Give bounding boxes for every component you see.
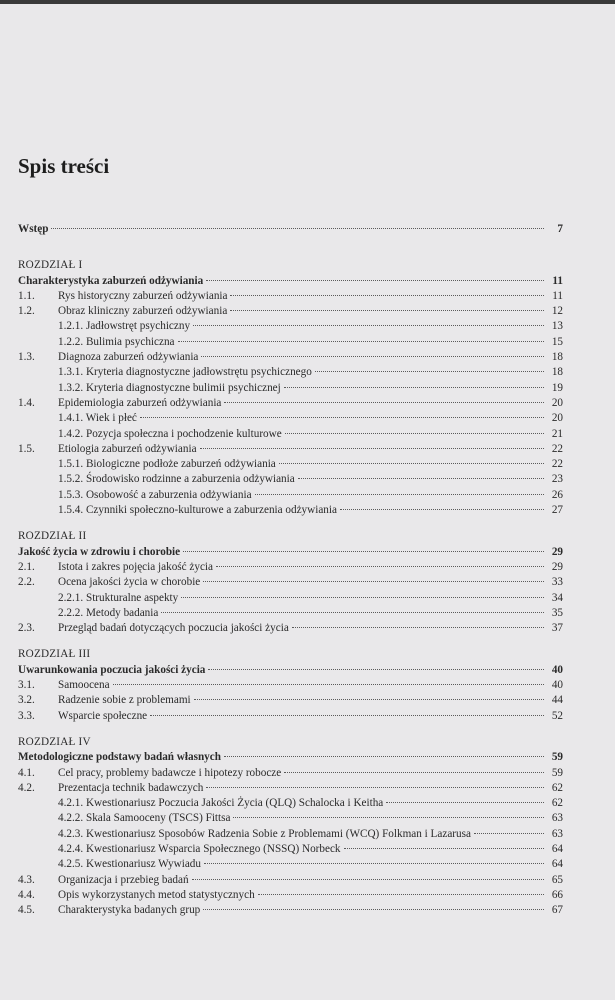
table-of-contents <box>18 222 563 918</box>
page-title: Spis treści <box>18 154 110 178</box>
toc-intro-row[interactable] <box>18 222 563 237</box>
toc-entry-row[interactable] <box>18 709 563 724</box>
entry-title: Istota i zakres pojęcia jakość życia <box>58 560 213 573</box>
leader-dots <box>183 542 544 552</box>
entry-page: 22 <box>551 458 563 471</box>
entry-page: 26 <box>551 488 563 501</box>
entry-number: 1.4. <box>18 396 35 409</box>
chapter-title: Jakość życia w zdrowiu i chorobie <box>18 545 181 558</box>
entry-page: 20 <box>551 396 563 409</box>
leader-dots <box>140 408 544 418</box>
leader-dots <box>474 824 544 834</box>
entry-title: Diagnoza zaburzeń odżywiania <box>58 351 199 364</box>
entry-page: 21 <box>551 427 563 440</box>
entry-page: 27 <box>551 504 563 517</box>
entry-page: 11 <box>552 289 563 302</box>
entry-page: 37 <box>551 622 563 635</box>
entry-number: 3.3. <box>18 709 35 722</box>
entry-page: 22 <box>551 442 563 455</box>
leader-dots <box>285 424 544 434</box>
leader-dots <box>230 286 544 296</box>
entry-title: 1.2.1. Jadłowstręt psychiczny <box>58 320 191 333</box>
entry-page: 66 <box>551 888 563 901</box>
entry-page: 23 <box>551 473 563 486</box>
entry-number: 3.1. <box>18 679 35 692</box>
leader-dots <box>193 316 544 326</box>
entry-page: 18 <box>551 366 563 379</box>
entry-title: 1.5.3. Osobowość a zaburzenia odżywiania <box>58 488 252 501</box>
entry-title: Opis wykorzystanych metod statystycznych <box>58 888 255 901</box>
entry-page: 40 <box>551 679 563 692</box>
entry-title: Cel pracy, problemy badawcze i hipotezy robocze <box>58 766 282 779</box>
entry-title: 1.5.4. Czynniki społeczno-kulturowe a zaburzenia odżywiania <box>58 504 337 517</box>
entry-page: 35 <box>551 606 563 619</box>
entry-number: 4.2. <box>18 781 35 794</box>
entry-title: 1.5.1. Biologiczne podłoże zaburzeń odżywiania <box>58 458 276 471</box>
entry-page: 52 <box>551 709 563 722</box>
entry-title: 1.3.2. Kryteria diagnostyczne bulimii psychicznej <box>58 381 281 394</box>
chapter-spacer <box>18 518 563 529</box>
entry-page: 18 <box>551 351 563 364</box>
entry-title: Radzenie sobie z problemami <box>58 694 191 707</box>
entry-page: 29 <box>551 560 563 573</box>
leader-dots <box>298 469 544 479</box>
chapter-page: 11 <box>552 274 563 287</box>
chapter-title: Metodologiczne podstawy badań własnych <box>18 751 221 764</box>
entry-number: 1.1. <box>18 289 35 302</box>
entry-page: 65 <box>551 873 563 886</box>
entry-title: Wsparcie społeczne <box>58 709 148 722</box>
entry-title: 1.3.1. Kryteria diagnostyczne jadłowstrętu psychicznego <box>58 366 312 379</box>
entry-title: 4.2.2. Skala Samooceny (TSCS) Fittsa <box>58 812 231 825</box>
entry-page: 62 <box>551 781 563 794</box>
leader-dots <box>150 706 544 716</box>
entry-title: Rys historyczny zaburzeń odżywiania <box>58 289 228 302</box>
entry-title: 2.2.1. Strukturalne aspekty <box>58 591 179 604</box>
scan-top-edge <box>0 0 615 4</box>
entry-page: 19 <box>551 381 563 394</box>
entry-number: 3.2. <box>18 694 35 707</box>
chapter-label: ROZDZIAŁ IV <box>18 735 91 748</box>
toc-entry-row[interactable] <box>18 503 563 518</box>
chapter-spacer <box>18 247 563 258</box>
entry-page: 64 <box>551 842 563 855</box>
leader-dots <box>258 885 544 895</box>
leader-dots <box>344 839 544 849</box>
entry-title: 1.2.2. Bulimia psychiczna <box>58 335 175 348</box>
entry-page: 64 <box>551 858 563 871</box>
entry-title: Ocena jakości życia w chorobie <box>58 576 201 589</box>
entry-title: Samoocena <box>58 679 110 692</box>
toc-intro-page: 7 <box>557 223 563 235</box>
entry-page: 62 <box>551 797 563 810</box>
chapter-label: ROZDZIAŁ III <box>18 648 91 661</box>
chapter-title: Uwarunkowania poczucia jakości życia <box>18 663 206 676</box>
entry-title: Epidemiologia zaburzeń odżywiania <box>58 396 222 409</box>
entry-page: 67 <box>551 904 563 917</box>
leader-dots <box>181 588 544 598</box>
entry-number: 2.1. <box>18 560 35 573</box>
chapter-label: ROZDZIAŁ I <box>18 259 83 272</box>
leader-dots <box>224 747 544 757</box>
leader-dots <box>279 454 544 464</box>
toc-entry-row[interactable] <box>18 621 563 636</box>
entry-title: 1.4.1. Wiek i płeć <box>58 412 137 425</box>
chapter-spacer <box>18 636 563 647</box>
leader-dots <box>204 854 544 864</box>
leader-dots <box>203 900 544 910</box>
entry-title: 4.2.1. Kwestionariusz Poczucia Jakości Życia (QLQ) Schalocka i Keitha <box>58 797 384 810</box>
chapter-spacer <box>18 724 563 735</box>
entry-number: 1.3. <box>18 351 35 364</box>
entry-page: 59 <box>551 766 563 779</box>
entry-title: 4.2.3. Kwestionariusz Sposobów Radzenia Sobie z Problemami (WCQ) Folkman i Lazarusa <box>58 827 471 840</box>
leader-dots <box>200 439 544 449</box>
leader-dots <box>315 362 544 372</box>
leader-dots <box>201 347 544 357</box>
entry-number: 1.2. <box>18 305 35 318</box>
chapter-title: Charakterystyka zaburzeń odżywiania <box>18 274 204 287</box>
entry-page: 63 <box>551 827 563 840</box>
toc-chapters <box>18 247 563 918</box>
leader-dots <box>284 378 544 388</box>
entry-number: 2.2. <box>18 576 35 589</box>
chapter-label: ROZDZIAŁ II <box>18 530 87 543</box>
entry-title: 1.5.2. Środowisko rodzinne a zaburzenia odżywiania <box>58 473 295 486</box>
entry-page: 44 <box>551 694 563 707</box>
leader-dots <box>216 557 544 567</box>
leader-dots <box>284 763 544 773</box>
entry-title: 4.2.4. Kwestionariusz Wsparcia Społecznego (NSSQ) Norbeck <box>58 842 341 855</box>
entry-title: Przegląd badań dotyczących poczucia jakości życia <box>58 622 289 635</box>
leader-dots <box>161 603 544 613</box>
entry-page: 15 <box>551 335 563 348</box>
entry-number: 4.1. <box>18 766 35 779</box>
entry-page: 63 <box>551 812 563 825</box>
leader-dots <box>51 219 544 229</box>
entry-page: 20 <box>551 412 563 425</box>
entry-page: 13 <box>551 320 563 333</box>
leader-dots <box>178 332 544 342</box>
leader-dots <box>255 485 544 495</box>
toc-entry-row[interactable] <box>18 903 563 918</box>
leader-dots <box>233 808 544 818</box>
entry-page: 34 <box>551 591 563 604</box>
entry-title: Etiologia zaburzeń odżywiania <box>58 442 197 455</box>
leader-dots <box>208 660 544 670</box>
entry-number: 2.3. <box>18 622 35 635</box>
entry-page: 12 <box>551 305 563 318</box>
entry-title: Prezentacja technik badawczych <box>58 781 204 794</box>
entry-title: 1.4.2. Pozycja społeczna i pochodzenie kulturowe <box>58 427 282 440</box>
entry-title: Obraz kliniczny zaburzeń odżywiania <box>58 305 228 318</box>
leader-dots <box>206 778 544 788</box>
leader-dots <box>206 271 544 281</box>
leader-dots <box>113 675 544 685</box>
leader-dots <box>386 793 544 803</box>
entry-page: 33 <box>551 576 563 589</box>
toc-intro-label: Wstęp <box>18 223 49 235</box>
entry-title: Charakterystyka badanych grup <box>58 904 201 917</box>
entry-title: 2.2.2. Metody badania <box>58 606 159 619</box>
chapter-page: 59 <box>551 751 563 764</box>
entry-number: 4.5. <box>18 904 35 917</box>
chapter-page: 29 <box>551 545 563 558</box>
leader-dots <box>224 393 544 403</box>
leader-dots <box>340 500 544 510</box>
entry-title: 4.2.5. Kwestionariusz Wywiadu <box>58 858 201 871</box>
entry-number: 1.5. <box>18 442 35 455</box>
leader-dots <box>192 870 544 880</box>
entry-title: Organizacja i przebieg badań <box>58 873 189 886</box>
leader-dots <box>230 301 544 311</box>
entry-number: 4.4. <box>18 888 35 901</box>
leader-dots <box>203 572 544 582</box>
chapter-page: 40 <box>551 663 563 676</box>
leader-dots <box>194 690 544 700</box>
entry-number: 4.3. <box>18 873 35 886</box>
leader-dots <box>292 618 544 628</box>
